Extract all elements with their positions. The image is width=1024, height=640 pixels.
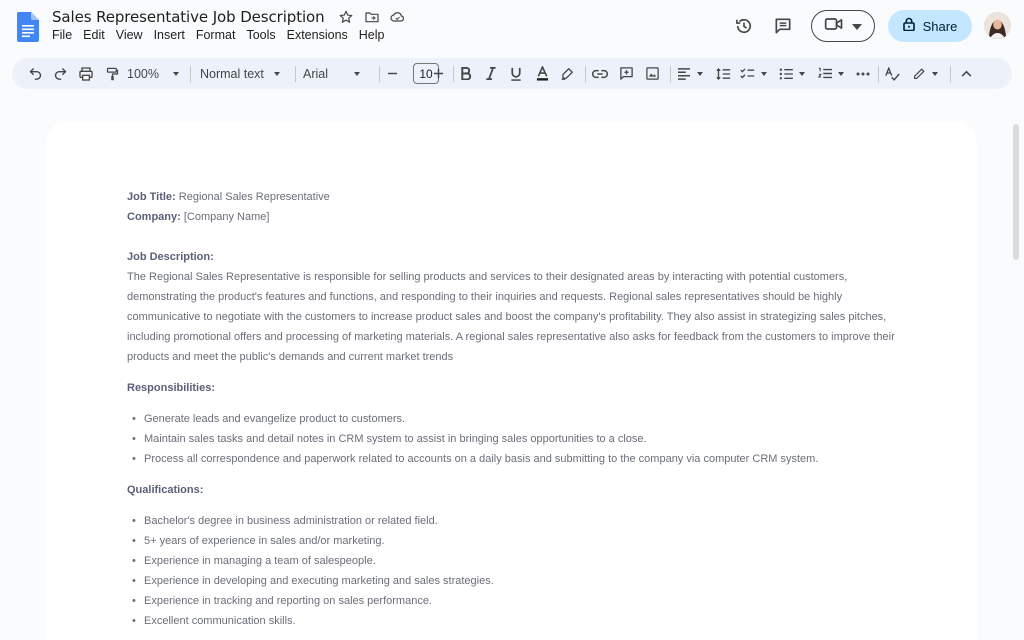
qualifications-list bbox=[127, 511, 907, 631]
divider bbox=[190, 66, 191, 82]
cloud-saved-icon[interactable] bbox=[387, 6, 409, 28]
list-item: • Experience in managing a team of salespeople. bbox=[127, 551, 907, 571]
menu-bar bbox=[52, 28, 396, 42]
chevron-down-icon bbox=[173, 72, 179, 76]
menu-edit[interactable]: Edit bbox=[83, 28, 105, 42]
docs-logo-icon[interactable] bbox=[17, 12, 39, 42]
spacer bbox=[127, 500, 907, 511]
share-label: Share bbox=[922, 18, 958, 34]
company-label: Company: bbox=[127, 211, 181, 223]
video-camera-icon bbox=[824, 16, 844, 37]
insert-image-icon[interactable] bbox=[642, 62, 662, 85]
spellcheck-icon[interactable] bbox=[883, 62, 901, 85]
font-family-value: Arial bbox=[303, 66, 329, 81]
vertical-scrollbar[interactable] bbox=[1013, 124, 1019, 260]
font-family-select[interactable] bbox=[303, 62, 368, 85]
highlight-icon[interactable] bbox=[558, 62, 576, 85]
version-history-icon[interactable] bbox=[732, 14, 756, 38]
avatar[interactable] bbox=[984, 12, 1011, 39]
divider bbox=[379, 66, 380, 82]
chevron-down-icon bbox=[354, 72, 360, 76]
menu-extensions[interactable]: Extensions bbox=[286, 28, 348, 42]
add-comment-icon[interactable] bbox=[616, 62, 636, 85]
insert-link-icon[interactable] bbox=[590, 62, 610, 85]
menu-insert[interactable]: Insert bbox=[153, 28, 185, 42]
underline-icon[interactable] bbox=[507, 62, 525, 85]
divider bbox=[295, 66, 296, 82]
formatting-toolbar bbox=[12, 58, 1012, 89]
job-description-text: The Regional Sales Representative is responsible for selling products and services to their designated areas by interacting with potential customers, demonstrating the product's features and functions, and responding to their inquiries and requests. Regional sales representatives should be highly communicative to negotiate with the customers to increase product sales and boost the company's profitability. They also assist in strategizing sales pitches, including promotional offers and processing of marketing materials. A regional sales representative also asks for feedback from the customers to improve their products and meet the public's demands and current market trends bbox=[127, 271, 895, 363]
spacer bbox=[127, 227, 907, 247]
list-item: • 5+ years of experience in sales and/or marketing. bbox=[127, 531, 907, 551]
qualifications-heading: Qualifications: bbox=[127, 484, 204, 496]
app-header bbox=[0, 0, 1024, 56]
job-description-heading: Job Description: bbox=[127, 251, 214, 263]
list-item: • Excellent communication skills. bbox=[127, 611, 907, 631]
divider bbox=[585, 66, 586, 82]
text-color-icon[interactable] bbox=[533, 62, 551, 85]
italic-icon[interactable] bbox=[482, 62, 500, 85]
divider bbox=[453, 66, 454, 82]
comments-icon[interactable] bbox=[771, 14, 795, 38]
document-title[interactable]: Sales Representative Job Description bbox=[52, 8, 325, 26]
menu-view[interactable]: View bbox=[115, 28, 143, 42]
font-size-input[interactable]: 10 bbox=[413, 63, 439, 84]
menu-help[interactable]: Help bbox=[358, 28, 385, 42]
decrease-font-size-icon[interactable] bbox=[384, 62, 400, 85]
chevron-down-icon bbox=[761, 72, 767, 76]
document-body[interactable] bbox=[127, 187, 907, 631]
share-button[interactable] bbox=[888, 10, 972, 42]
responsibilities-heading: Responsibilities: bbox=[127, 382, 216, 394]
list-item: • Bachelor's degree in business administration or related field. bbox=[127, 511, 907, 531]
list-item: • Experience in tracking and reporting on sales performance. bbox=[127, 591, 907, 611]
more-options-icon[interactable] bbox=[854, 62, 872, 85]
list-item: • Maintain sales tasks and detail notes in CRM system to assist in bringing sales opportunities to a close. bbox=[127, 429, 907, 449]
menu-tools[interactable]: Tools bbox=[246, 28, 276, 42]
job-title-line bbox=[127, 187, 907, 207]
star-icon[interactable] bbox=[335, 6, 357, 28]
zoom-value: 100% bbox=[127, 66, 159, 81]
chevron-up-icon[interactable] bbox=[957, 62, 975, 85]
meet-button[interactable] bbox=[811, 10, 875, 42]
chevron-down-icon bbox=[838, 72, 844, 76]
move-folder-icon[interactable] bbox=[361, 6, 383, 28]
numbered-list-select[interactable] bbox=[815, 62, 847, 85]
document-page[interactable] bbox=[46, 121, 977, 640]
spacer bbox=[127, 398, 907, 409]
line-spacing-icon[interactable] bbox=[714, 62, 732, 85]
divider bbox=[670, 66, 671, 82]
company-line bbox=[127, 207, 907, 227]
responsibilities-list bbox=[127, 409, 907, 469]
undo-icon[interactable] bbox=[24, 62, 46, 85]
redo-icon[interactable] bbox=[49, 62, 71, 85]
bulleted-list-select[interactable] bbox=[776, 62, 808, 85]
chevron-down-icon bbox=[274, 72, 280, 76]
align-select[interactable] bbox=[674, 62, 706, 85]
paint-format-icon[interactable] bbox=[101, 62, 123, 85]
editing-mode-select[interactable] bbox=[908, 62, 942, 85]
list-item: • Generate leads and evangelize product to customers. bbox=[127, 409, 907, 429]
company-value: [Company Name] bbox=[180, 211, 270, 223]
chevron-down-icon bbox=[932, 72, 938, 76]
divider bbox=[878, 66, 879, 82]
lock-icon bbox=[903, 17, 915, 36]
list-item: • Process all correspondence and paperwork related to accounts on a daily basis and submitting to the company via computer CRM system. bbox=[127, 449, 907, 469]
job-title-value: Regional Sales Representative bbox=[175, 191, 330, 203]
chevron-down-icon bbox=[852, 17, 862, 35]
spacer bbox=[127, 469, 907, 480]
bold-icon[interactable] bbox=[457, 62, 475, 85]
zoom-select[interactable] bbox=[127, 62, 183, 85]
paragraph-style-select[interactable] bbox=[200, 62, 290, 85]
checklist-select[interactable] bbox=[737, 62, 769, 85]
increase-font-size-icon[interactable] bbox=[430, 62, 446, 85]
divider bbox=[950, 66, 951, 82]
menu-file[interactable]: File bbox=[52, 28, 73, 42]
print-icon[interactable] bbox=[75, 62, 97, 85]
chevron-down-icon bbox=[799, 72, 805, 76]
list-item: • Experience in developing and executing marketing and sales strategies. bbox=[127, 571, 907, 591]
spacer bbox=[127, 367, 907, 378]
paragraph-style-value: Normal text bbox=[200, 66, 264, 81]
menu-format[interactable]: Format bbox=[195, 28, 236, 42]
chevron-down-icon bbox=[697, 72, 703, 76]
job-title-label: Job Title: bbox=[127, 191, 176, 203]
